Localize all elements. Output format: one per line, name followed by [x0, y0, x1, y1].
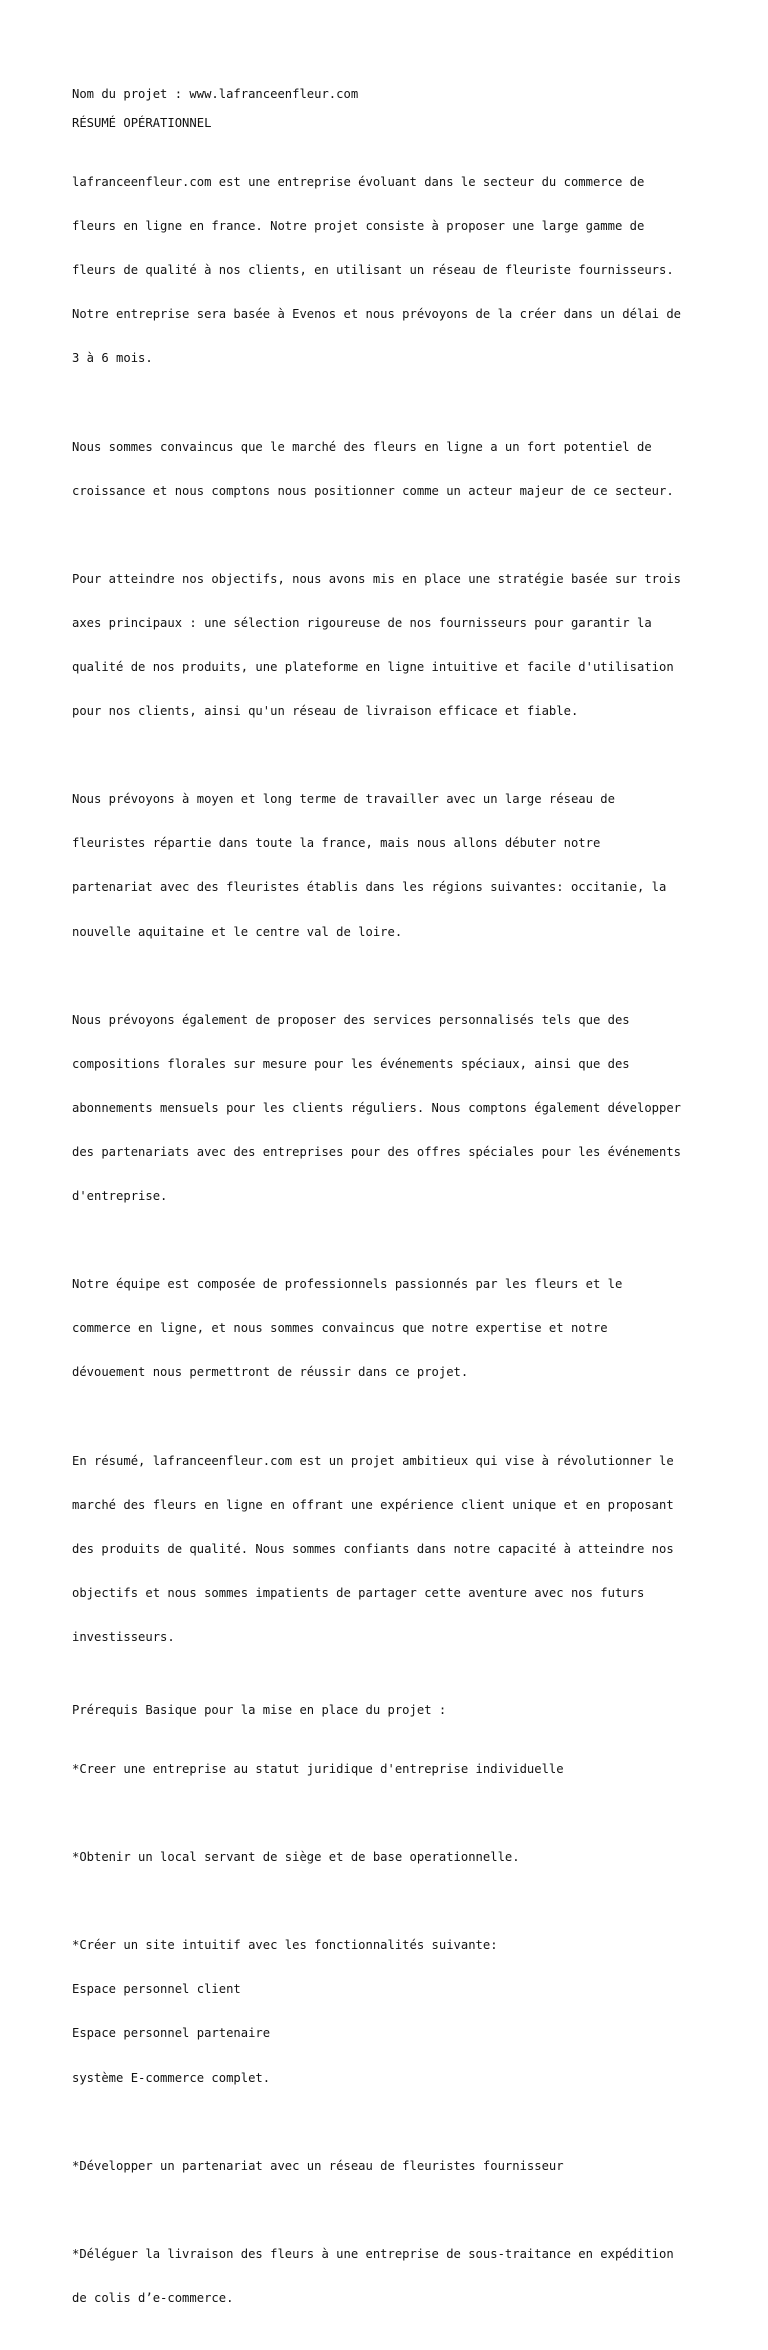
text-line: des produits de qualité. Nous sommes confiants dans notre capacité à atteindre nos — [72, 1541, 674, 1556]
text-line: En résumé, lafranceenfleur.com est un projet ambitieux qui vise à révolutionner le — [72, 1453, 674, 1468]
text-line: *Creer une entreprise au statut juridique d'entreprise individuelle — [72, 1761, 564, 1776]
text-line: des partenariats avec des entreprises pour des offres spéciales pour les événements — [72, 1144, 682, 1159]
text-line: Notre entreprise sera basée à Evenos et nous prévoyons de la créer dans un délai de — [72, 307, 682, 322]
text-line: *Obtenir un local servant de siège et de base operationnelle. — [72, 1850, 520, 1865]
prereq-item — [72, 1821, 712, 1895]
text-line: compositions florales sur mesure pour les événements spéciaux, ainsi que des — [72, 1056, 630, 1071]
text-line: croissance et nous comptons nous positionner comme un acteur majeur de ce secteur. — [72, 483, 674, 498]
paragraph-strategy — [72, 542, 712, 748]
text-line: commerce en ligne, et nous sommes convaincus que notre expertise et notre — [72, 1321, 608, 1336]
paragraph-network — [72, 763, 712, 969]
prereq-item — [72, 1733, 712, 1807]
text-line: Notre équipe est composée de professionnels passionnés par les fleurs et le — [72, 1277, 623, 1292]
prereq-item — [72, 2217, 712, 2335]
text-line: marché des fleurs en ligne en offrant une expérience client unique et en proposant — [72, 1497, 674, 1512]
spacer — [72, 1689, 712, 1704]
text-line: Pour atteindre nos objectifs, nous avons mis en place une stratégie basée sur trois — [72, 571, 682, 586]
prereq-item — [72, 1909, 712, 2115]
text-line: de colis d’e-commerce. — [72, 2290, 234, 2305]
text-line: fleurs de qualité à nos clients, en utilisant un réseau de fleuriste fournisseurs. — [72, 263, 674, 278]
document-page — [72, 87, 712, 2350]
paragraph-market — [72, 410, 712, 528]
text-line: axes principaux : une sélection rigoureuse de nos fournisseurs pour garantir la — [72, 615, 652, 630]
prereq-item — [72, 2129, 712, 2203]
paragraph-intro — [72, 146, 712, 396]
text-line: *Développer un partenariat avec un réseau de fleuristes fournisseur — [72, 2158, 564, 2173]
text-line: lafranceenfleur.com est une entreprise évoluant dans le secteur du commerce de — [72, 175, 645, 189]
text-line: Nous sommes convaincus que le marché des fleurs en ligne a un fort potentiel de — [72, 439, 652, 454]
text-line: investisseurs. — [72, 1629, 175, 1644]
text-line: *Créer un site intuitif avec les fonctionnalités suivante: — [72, 1938, 498, 1953]
text-line: dévouement nous permettront de réussir dans ce projet. — [72, 1365, 469, 1380]
project-name: Nom du projet : www.lafranceenfleur.com — [72, 87, 359, 101]
text-line: partenariat avec des fleuristes établis dans les régions suivantes: occitanie, la — [72, 880, 667, 895]
text-line: 3 à 6 mois. — [72, 351, 153, 366]
paragraph-summary — [72, 1424, 712, 1674]
text-line: Nous prévoyons également de proposer des services personnalisés tels que des — [72, 1012, 630, 1027]
text-line: *Déléguer la livraison des fleurs à une entreprise de sous-traitance en expédition — [72, 2246, 674, 2261]
text-line: Espace personnel partenaire — [72, 2026, 271, 2041]
paragraph-services — [72, 983, 712, 1233]
section-heading: RÉSUMÉ OPÉRATIONNEL — [72, 116, 212, 131]
text-line: d'entreprise. — [72, 1189, 168, 1204]
text-line: système E-commerce complet. — [72, 2070, 271, 2085]
paragraph-team — [72, 1248, 712, 1410]
prereq-heading: Prérequis Basique pour la mise en place du projet : — [72, 1703, 447, 1718]
text-line: Espace personnel client — [72, 1982, 241, 1997]
text-line: Nous prévoyons à moyen et long terme de travailler avec un large réseau de — [72, 792, 615, 807]
text-line: qualité de nos produits, une plateforme en ligne intuitive et facile d'utilisation — [72, 659, 674, 674]
text-line: abonnements mensuels pour les clients réguliers. Nous comptons également développer — [72, 1100, 682, 1115]
text-line: pour nos clients, ainsi qu'un réseau de livraison efficace et fiable. — [72, 704, 579, 719]
text-line: nouvelle aquitaine et le centre val de loire. — [72, 924, 403, 939]
text-line: objectifs et nous sommes impatients de partager cette aventure avec nos futurs — [72, 1585, 645, 1600]
text-line: fleurs en ligne en france. Notre projet consiste à proposer une large gamme de — [72, 219, 645, 234]
text-line: fleuristes répartie dans toute la france, mais nous allons débuter notre — [72, 836, 601, 851]
